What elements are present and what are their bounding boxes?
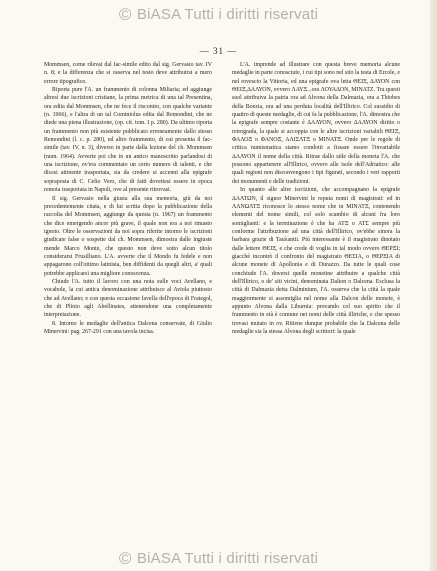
right-column bbox=[232, 61, 400, 539]
page-edge bbox=[430, 0, 437, 571]
left-paragraph: Mommsen, come rilevai dal fac-simile edito dal sig. Gervasio tav. IV n. 8; e la differenza che si osserva nel testo deve attribuirsi a mero errore tipografico. bbox=[44, 62, 212, 85]
left-column bbox=[44, 61, 212, 539]
left-paragraph: Il sig. Gervasio nella giusta alla sua memoria, giù da noi precedentemente citata, e di lui scritta dopo la pubblicazione della raccolta del Mommsen, aggiunge da questa (n. 1967) un frammento che dice emergendo ancor più grave, il quale non era a noi rimasto ignoto. Oltre le osservazioni da noi sopra riferite intorno le iscrizioni giudicate false o sospette dal ch. Mommsen, dimostra dalle ingiuste mende Marco Monte, che questo non deve sotto alcun titolo considerarsi Frusilliano. L'A. avverte che il Mondo fu fedele e non appagarono coll'ottimo latinista, ben diffidenti da quegli altri, a' quali potrebbe applicarsi una migliore conoscenza. bbox=[44, 195, 212, 277]
right-paragraph: L'A. imprende ad illustrare con questa breve memoria alcune medaglie in parte conosciute, i cui tipi sono nel sito la testa di Ercole, e nel rovescio la Vittoria, ed una epigrafe ova letta ΘΕΙΞ, ΔΑΥΟΝ con ΘΕΙΞ,ΔΑΛΥΟΝ, ovvero ΛΑΥΞ...ora ΛΟΥΑΔΟΝ, ΜΙΝΑΤΖ. Tra questi suol attribuiva la patria ora ad Alvona della Dalmazia, ora a Thiobes della Boezia, ora ad una perduta località dell'Illirico. Col sussidio di quattro di queste medaglie, di cui fa la pubblicazione, l'A. dimostra che la epigrafe sempre costante è ΔΑΛΥΟΝ, ovvero ΔΑΛΥΟΝ diritto o retrograda, la quale si accoppia con le altre iscrizioni variabili ΘΕΙΞ, ΦΑΛΟΞ o ΦΑΝΟΞ, ΑΛΙΣΛΤΞ o ΜΙΝΑΤΞ. Onde per le regole di critica numismatica siamo condotti a fissare essere l'invariabile ΔΑΛΥΟΝ il nome della città. Ritrae dallo stile della moneta l'A. che possono appartenere all'Illirico, ovvero alle isole dell'Adriatico: alle quali regioni non disconvengono i tipi figurati, secondo i veri rapporti dei monumenti e delle tradizioni. bbox=[232, 62, 400, 185]
watermark-top bbox=[0, 5, 437, 25]
copyright-icon: © bbox=[118, 549, 132, 568]
watermark-bottom bbox=[0, 549, 437, 569]
right-paragraph: In quanto alle altre iscrizioni, che accompagnano la epigrafe ΔΑΛΤΩΝ, il signor Minervini le reputa nomi di magistrati: ed in ΛΛΝΩΛΤΞ riconosce lo stesso nome che in ΜΙΝΑΤΞ, contenendo elementi del nome simili, col solo scambio di alcuni fra loro somiglianti: e la terminazione è che ha ΑΤΞ o ΑΤΣ sempre più conforme l'attribuzione ad una città dell'Illirico, ov'ebbe sinora la barbara grazie di Tauλantii. Più interessante è il magistrato dinotato dalle lettere ΘΕΙΞ, e che crede di voglia in tal modo ovvero ΘΕΡΞΙ; giacchè incontrò il confronto del magistrato ΘΕΣΙΑ, o ΘΕΡΞΙΑ di alcune monete di Apollonia e di Durazzo. Da tutte le quali cose conchiude l'A. doversi quelle monetine attribuire a qualche città dell'Illirico, o de' siti vicini, denominata Dalton o Dalcena. Esclusa la città di Dalmazia detta Dalminium, l'A. osserva che la città la quale maggiormente si assomiglia nel nome alla Dalcon delle monete, è appunto Alvona dalla Liburnia: provando col suo spirito che il frammento in età è comune nei nomi delle città illiriche, e che spesso trovasi mutato in ov. Ritiene dunque probabile che la Dalcena delle medaglie sia la stessa Alvona degli scrittori: la quale bbox=[232, 187, 400, 335]
left-paragraph: 8. Intorno le medaglie dell'antica Dalcena conservate, di Giulio Minervini: pag. 267-291 con una tavola incisa. bbox=[44, 320, 212, 335]
watermark-text: BiASA Tutti i diritti riservati bbox=[136, 6, 319, 23]
left-paragraph: Chiude l'A. tutto il lavoro con una nota sulle voci Avellano, e vocabole, la cui antica denominazione attribuisce al Aviola piuttosto che ad Avellano; e con questa occasione favella dell'epoca di Frategol, che di Plinio agli Abellinates, attenendone una completamente interpretazione. bbox=[44, 278, 212, 319]
watermark-text: BiASA Tutti i diritti riservati bbox=[136, 550, 319, 567]
copyright-icon: © bbox=[118, 5, 132, 24]
page-number: — 31 — bbox=[199, 46, 238, 56]
left-paragraph: Riporta pure l'A. un frammento di colonna Miliaria; ed aggiunge altresì due iscrizioni cristiane, la prima metrica di una tal Presentina, ora edita dal Mommsen, che ne fece il riscontro, con qualche variante (n. 1966), e l'altra di un tal Cominiolus edita dal Remondini, che ne diede una piena illustrazione, (op. cit. tom. I p. 280). Da ultimo riporta un frammento non più esistente pubblicato erroneamente dallo stesso Remondini (l. c. p. 280), ed altro frammento, di cui presenta il fac-simile (tav. IV, n. 3), diverso in parte dalla lezione del ch. Mommsen (num. 1964). Avverte poi che in un antico manoscritto parlandosi di una iscrizione, ov'era commentato un certo numero di talenti, e che dicesi attinente trasportata, sia da credere si accenni alla epigrafe sopraposta di C. Celio Vero, che di fatti dovettesi essere in epoca remota trasportata in Napoli, ove al presente ritrovasi. bbox=[44, 87, 212, 194]
